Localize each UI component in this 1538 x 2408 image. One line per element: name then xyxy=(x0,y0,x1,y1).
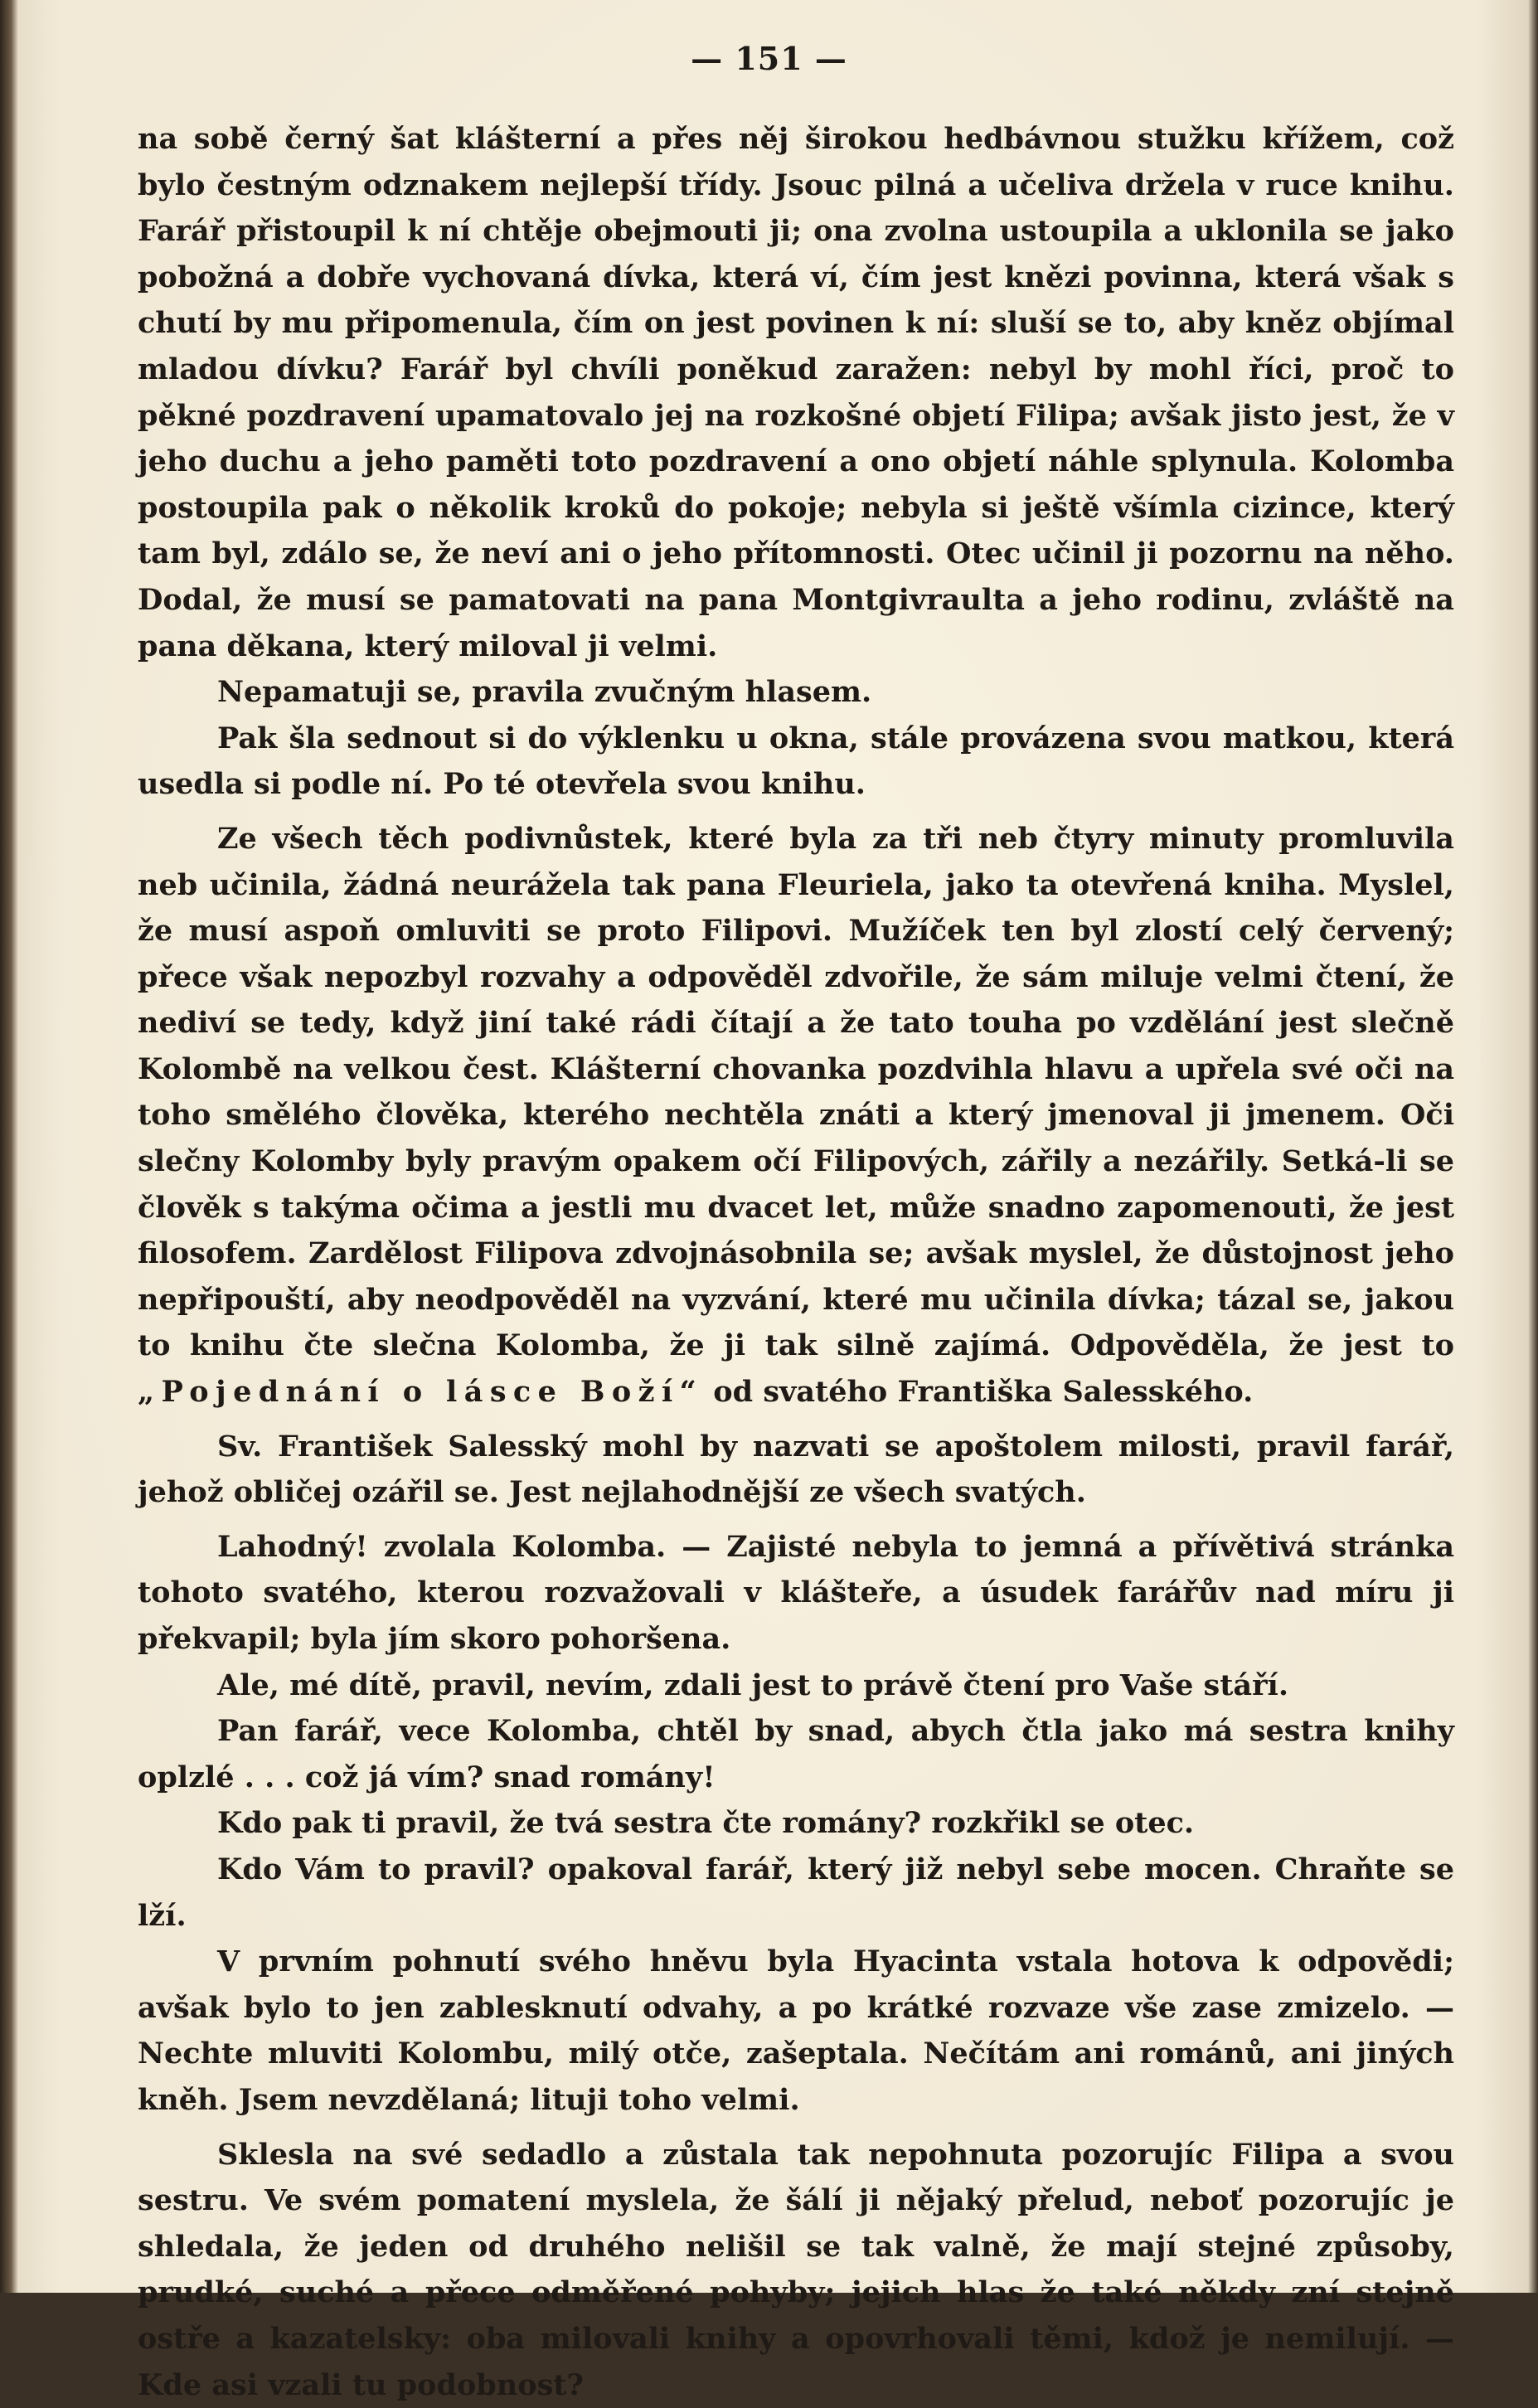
page-edge-shadow xyxy=(1528,0,1538,2293)
paragraph-text: Ze všech těch podivnůstek, které byla za tři neb čtyry minuty promluvila neb učinila, žádná neurážela tak pana Fleuriela, jako ta otevřená kniha. Myslel, že musí aspoň omluviti se proto Filipovi. Mužíček ten byl zlostí celý červený; přece však nepozbyl rozvahy a odpověděl zdvořile, že sám miluje velmi čtení, že nediví se tedy, když jiní také rádi čítají a že tato touha po vzdělání jest slečně Kolombě na velkou čest. Klášterní chovanka pozdvihla hlavu a upřela své oči na toho smělého člověka, kterého nechtěla znáti a který jmenoval ji jmenem. Oči slečny Kolomby byly pravým opakem očí Filipových, zářily a nezářily. Setká-li se člověk s takýma očima a jestli mu dvacet let, může snadno zapomenouti, že jest filosofem. Zardělost Filipova zdvojnásobnila se; avšak myslel, že důstojnost jeho nepřipouští, aby neodpověděl na vyzvání, které mu učinila dívka; tázal se, jakou to knihu čte slečna Kolomba, že ji tak silně zajímá. Odpověděla, že jest to xyxy=(138,821,1454,1363)
paragraph xyxy=(138,816,1454,1415)
paragraph-text: od svatého Františka Salesského. xyxy=(703,1375,1254,1410)
paragraph: Nepamatuji se, pravila zvučným hlasem. xyxy=(217,675,872,710)
page-binding-shadow xyxy=(0,0,18,2293)
paragraph: Kdo pak ti pravil, že tvá sestra čte romány? rozkřikl se otec. xyxy=(217,1806,1195,1841)
book-title: „Pojednání o lásce Boží“ xyxy=(138,1375,704,1410)
page-number: — 151 — xyxy=(691,40,847,77)
body-text xyxy=(138,116,1454,2408)
paragraph: na sobě černý šat klášterní a přes něj širokou hedbávnou stužku křížem, což bylo čestným odznakem nejlepší třídy. Jsouc pilná a učeliva držela v ruce knihu. Farář přistoupil k ní chtěje obejmouti ji; ona zvolna ustoupila a uklonila se jako pobožná a dobře vychovaná dívka, která ví, čím jest knězi povinna, která však s chutí by mu připomenula, čím on jest povinen k ní: sluší se to, aby kněz objímal mladou dívku? Farář byl chvíli poněkud zaražen: nebyl by mohl říci, proč to pěkné pozdravení upamatovalo jej na rozkošné objetí Filipa; avšak jisto jest, že v jeho duchu a jeho paměti toto pozdravení a ono objetí náhle splynula. Kolomba postoupila pak o několik kroků do pokoje; nebyla si ještě všímla cizince, který tam byl, zdálo se, že neví ani o jeho přítomnosti. Otec učinil ji pozornu na něho. Dodal, že musí se pamatovati na pana Montgivraulta a jeho rodinu, zvláště na pana děkana, který miloval ji velmi. xyxy=(138,122,1454,663)
paragraph: Lahodný! zvolala Kolomba. — Zajisté nebyla to jemná a přívětivá stránka tohoto svatého, kterou rozvažovali v klášteře, a úsudek farářův nad míru ji překvapil; byla jím skoro pohoršena. xyxy=(138,1529,1454,1656)
paragraph: Sv. František Salesský mohl by nazvati se apoštolem milosti, pravil farář, jehož obličej ozářil se. Jest nejlahodnější ze všech svatých. xyxy=(138,1429,1454,1510)
paragraph: Pan farář, vece Kolomba, chtěl by snad, abych čtla jako má sestra knihy oplzlé . . . což já vím? snad romány! xyxy=(138,1714,1454,1794)
paragraph: Ale, mé dítě, pravil, nevím, zdali jest to právě čtení pro Vaše stáří. xyxy=(217,1668,1289,1702)
paragraph: Pak šla sednout si do výklenku u okna, stále provázena svou matkou, která usedla si podle ní. Po té otevřela svou knihu. xyxy=(138,721,1454,802)
paragraph: Kdo Vám to pravil? opakoval farář, který již nebyl sebe mocen. Chraňte se lží. xyxy=(138,1852,1454,1933)
paragraph: Sklesla na své sedadlo a zůstala tak nepohnuta pozorujíc Filipa a svou sestru. Ve svém pomatení myslela, že šálí ji nějaký přelud, neboť pozorujíc je shledala, že jeden od druhého nelišil se tak valně, že mají stejné způsoby, prudké, suché a přece odměřené pohyby; jejich hlas že také někdy zní stejně ostře a kazatelsky: oba milovali knihy a opovrhovali těmi, kdož je nemilují. — Kde asi vzali tu podobnost? xyxy=(138,2137,1454,2402)
paragraph: V prvním pohnutí svého hněvu byla Hyacinta vstala hotova k odpovědi; avšak bylo to jen zablesknutí odvahy, a po krátké rozvaze vše zase zmizelo. — Nechte mluviti Kolombu, milý otče, zašeptala. Nečítám ani románů, ani jiných kněh. Jsem nevzdělaná; lituji toho velmi. xyxy=(138,1944,1454,2117)
